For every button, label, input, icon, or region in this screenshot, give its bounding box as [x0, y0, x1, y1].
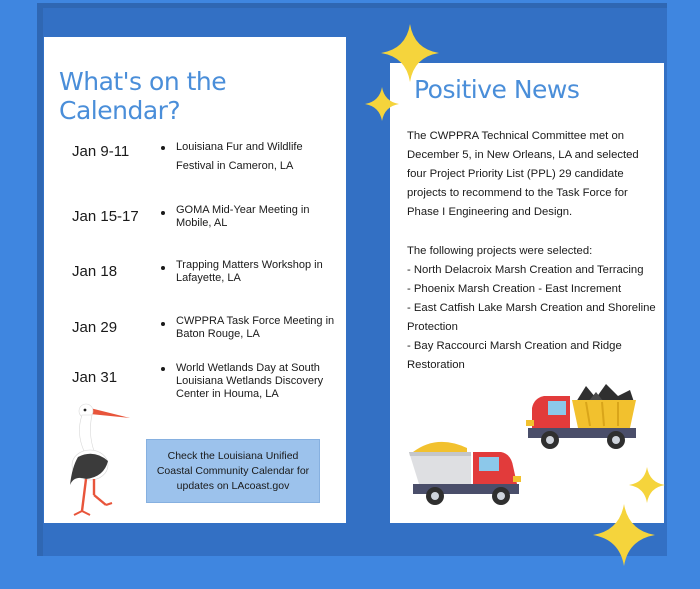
- calendar-title: What's on the Calendar?: [59, 67, 227, 125]
- event-date: Jan 31: [72, 369, 118, 386]
- event-date: Jan 18: [72, 263, 118, 280]
- sparkle-icon: [380, 23, 440, 83]
- calendar-card: [44, 37, 346, 523]
- event-description: GOMA Mid-Year Meeting in Mobile, AL: [176, 204, 310, 229]
- dump-truck-sand-illustration: [407, 436, 523, 512]
- project-item: - East Catfish Lake Marsh Creation and Shoreline Protection: [407, 302, 656, 333]
- calendar-link-text[interactable]: Check the Louisiana Unified Coastal Community Calendar for updates on LAcoast.gov: [156, 449, 310, 492]
- sparkle-icon: [364, 86, 400, 122]
- news-title: Positive News: [414, 75, 580, 104]
- bullet-icon: [161, 211, 165, 215]
- dump-truck-coal-illustration: [526, 380, 638, 456]
- stork-illustration: [64, 399, 156, 519]
- event-date: Jan 15-17: [72, 208, 139, 225]
- project-item: - Phoenix Marsh Creation - East Increment: [407, 283, 622, 295]
- calendar-link-box[interactable]: [146, 439, 320, 503]
- bullet-icon: [161, 322, 165, 326]
- news-list-intro: The following projects were selected:: [407, 245, 593, 257]
- event-date: Jan 29: [72, 319, 118, 336]
- news-paragraph: The CWPPRA Technical Committee met on December 5, in New Orleans, LA and selected four Project Priority List (PPL) 29 candidate projects to recommend to the Task Force for Phase I Engineering and Design.: [407, 130, 639, 218]
- event-date: Jan 9-11: [72, 143, 130, 160]
- sparkle-icon: [592, 503, 656, 567]
- event-description: Louisiana Fur and Wildlife Festival in Cameron, LA: [176, 141, 303, 172]
- bullet-icon: [161, 146, 165, 150]
- project-item: - North Delacroix Marsh Creation and Terracing: [407, 264, 644, 276]
- sparkle-icon: [628, 466, 666, 504]
- project-list: [407, 261, 659, 375]
- bullet-icon: [161, 367, 165, 371]
- event-description: Trapping Matters Workshop in Lafayette, LA: [176, 259, 323, 284]
- project-item: - Bay Raccourci Marsh Creation and Ridge Restoration: [407, 340, 622, 371]
- event-description: World Wetlands Day at South Louisiana Wetlands Discovery Center in Houma, LA: [176, 362, 324, 400]
- bullet-icon: [161, 266, 165, 270]
- event-description: CWPPRA Task Force Meeting in Baton Rouge, LA: [176, 315, 335, 340]
